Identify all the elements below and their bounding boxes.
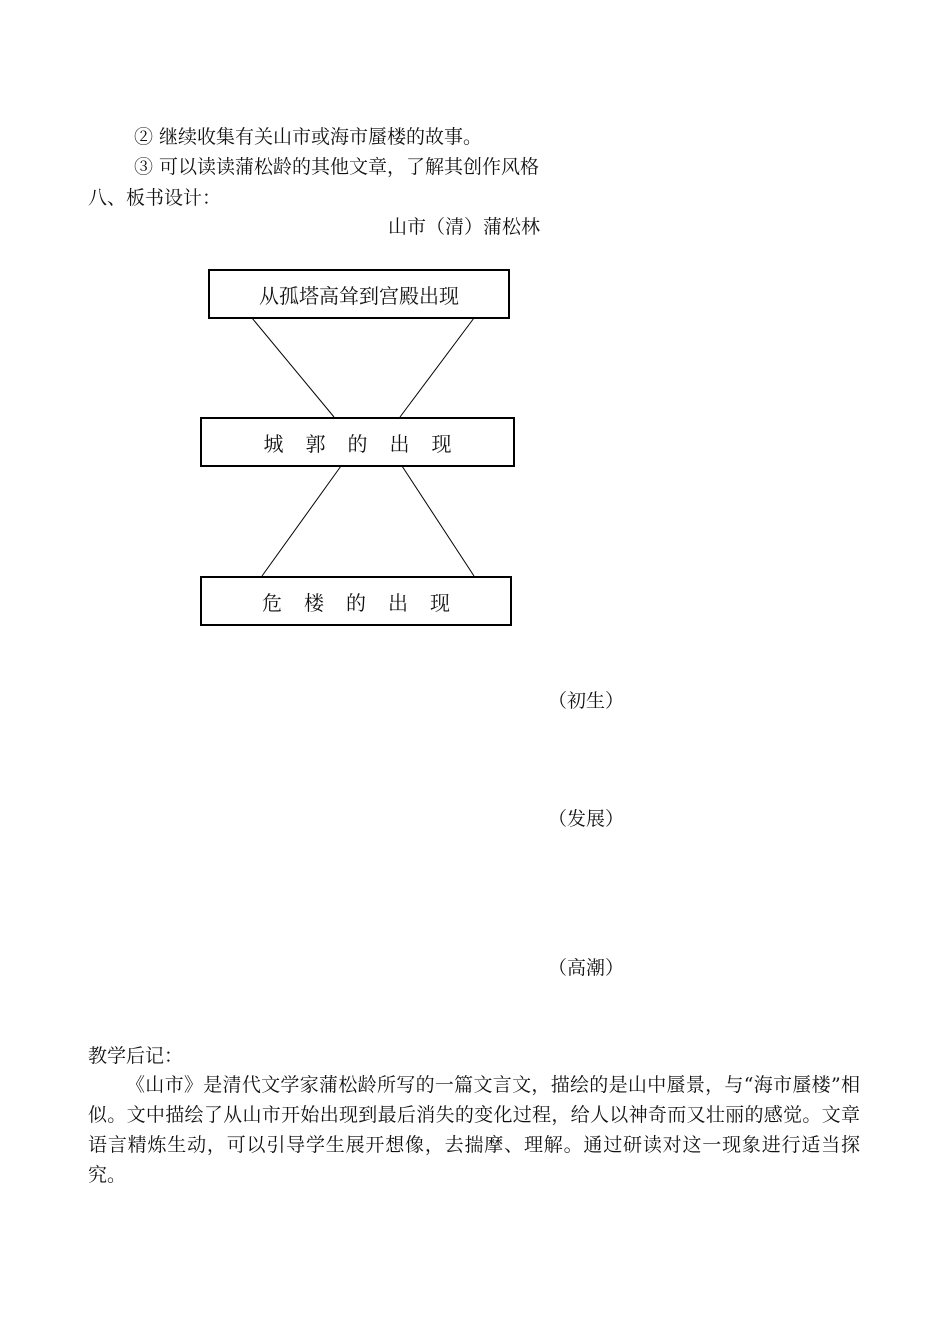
board-box-top xyxy=(208,269,510,319)
connector-line xyxy=(252,318,334,417)
section-heading-board-design: 八、板书设计： xyxy=(88,187,222,209)
afterword-body: 《山市》是清代文学家蒲松龄所写的一篇文言文，描绘的是山中蜃景，与“海市蜃楼”相似。文中描绘了从山市开始出现到最后消失的变化过程，给人以神奇而又壮丽的感觉。文章语言精炼生动，可以引导学生展开想像，去揣摩、理解。通过研读对这一现象进行适当探究。 xyxy=(88,1074,860,1186)
board-box-bottom xyxy=(200,576,512,626)
board-box-middle xyxy=(200,417,515,467)
board-title: 山市（清）蒲松林 xyxy=(388,216,541,238)
stage-label-initial: （初生） xyxy=(548,690,625,712)
list-item-2: ② 继续收集有关山市或海市蜃楼的故事。 xyxy=(134,126,483,148)
board-box-bottom-label: 危楼的出现 xyxy=(262,590,472,615)
afterword-heading: 教学后记： xyxy=(88,1045,184,1067)
stage-label-development: （发展） xyxy=(548,808,625,830)
list-item-3: ③ 可以读读蒲松龄的其他文章，了解其创作风格 xyxy=(134,156,540,178)
connector-line xyxy=(402,466,474,576)
stage-label-climax: （高潮） xyxy=(548,957,625,979)
board-box-top-label: 从孤塔高耸到宫殿出现 xyxy=(259,283,459,308)
connector-line xyxy=(262,466,341,576)
connector-line xyxy=(400,318,474,417)
board-box-middle-label: 城郭的出现 xyxy=(263,431,474,456)
